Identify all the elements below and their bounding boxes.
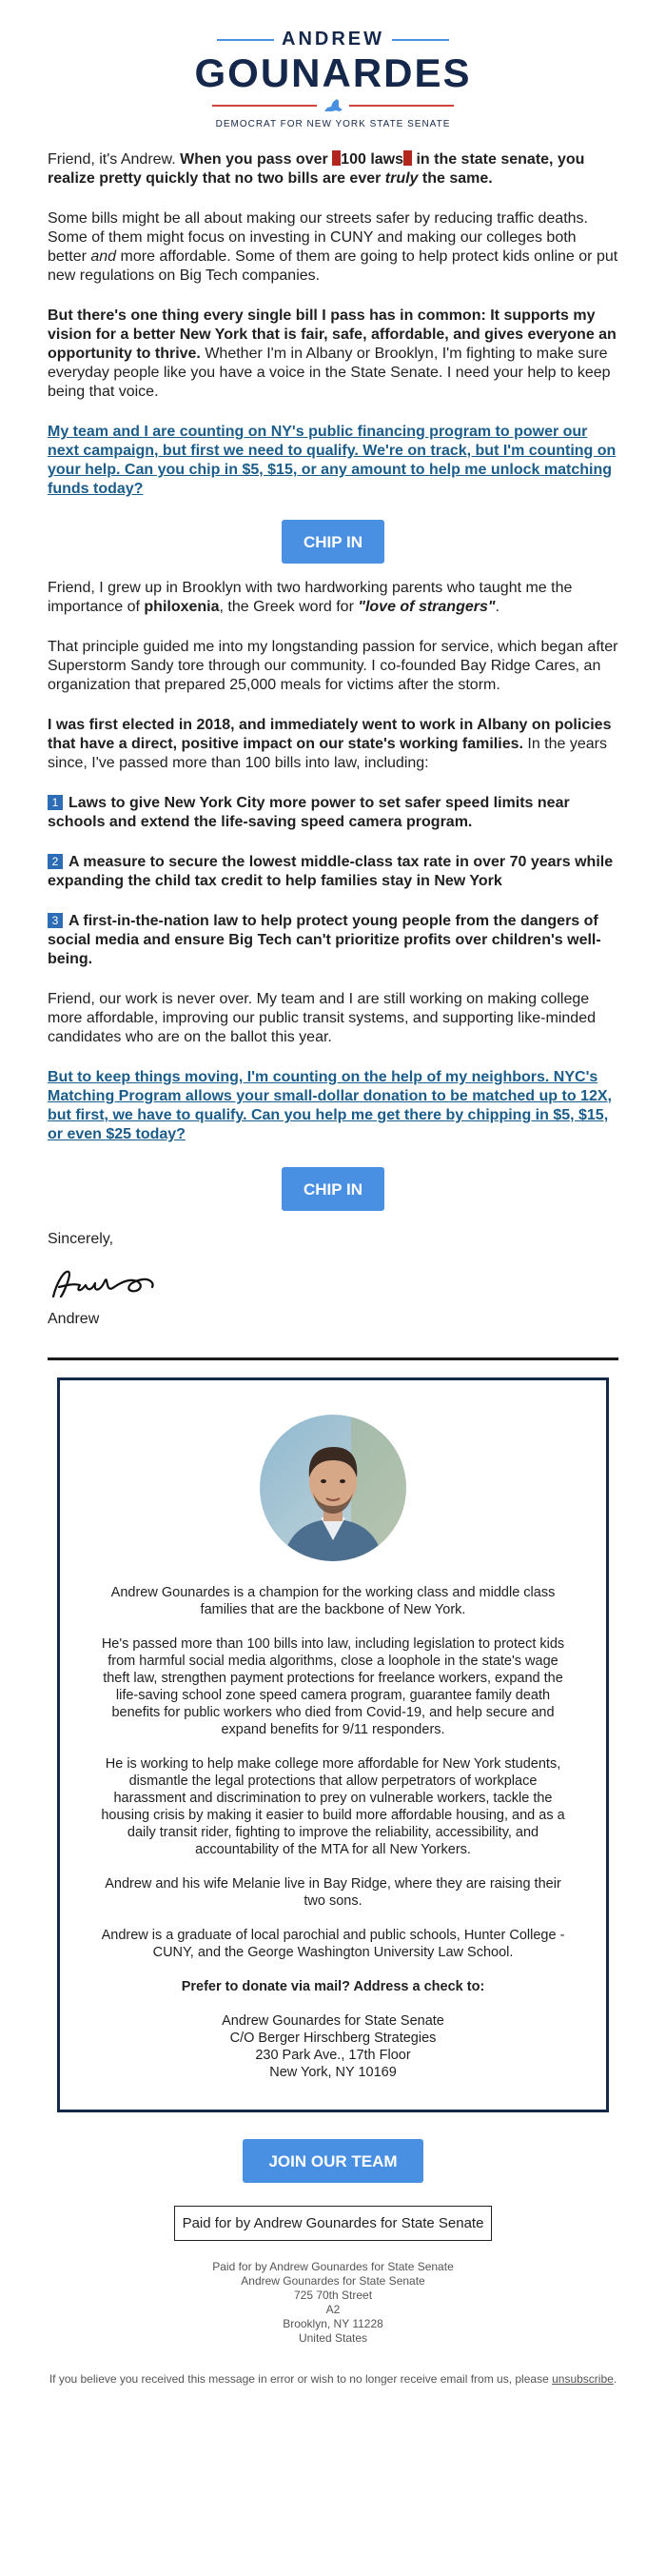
chip-in-button[interactable]: CHIP IN	[282, 1167, 384, 1211]
new-york-state-icon	[323, 98, 343, 113]
bio-paragraph-4: Andrew and his wife Melanie live in Bay Ridge, where they are raising their two sons.	[105, 1876, 561, 1909]
bio-paragraph-1: Andrew Gounardes is a champion for the working class and middle class families that are the backbone of New York.	[110, 1585, 556, 1617]
address-line: 230 Park Ave., 17th Floor	[255, 2048, 411, 2063]
bio-box	[57, 1377, 609, 2112]
footer-line: Brooklyn, NY 11228	[283, 2317, 383, 2330]
intro-p2-text: Some bills might be all about making our streets safer by reducing traffic deaths. Some of them might focus on investing in CUNY and making our colleges both better	[48, 210, 588, 265]
vision-statement: But there's one thing every single bill I pass has in common: It supports my vision for a better New York that is fair, safe, affordable, and gives everyone an opportunity to thrive.	[48, 307, 617, 362]
intro-p3-text: Whether I'm in Albany or Brooklyn, I'm fighting to make sure everyday people like you have a voice in the State Senate. I need your help to keep being that voice.	[48, 346, 611, 400]
story-paragraph-4: Friend, our work is never over. My team and I are still working on making college more affordable, improving our public transit systems, and supporting like-minded candidates who are on the ballot this year.	[48, 991, 596, 1045]
story-paragraph-1	[48, 579, 618, 617]
candidate-photo	[260, 1415, 406, 1561]
bio-paragraph-2: He's passed more than 100 bills into law, including legislation to protect kids from harmful social media algorithms, close a loophole in the state's wage theft law, strengthen payment protections for freelance workers, expand the life-saving school zone speed camera program, guarantee family death benefits for public workers who died from Covid-19, and help secure and expand benefits for 9/11 responders.	[101, 1636, 565, 1737]
stop-sign-icon	[403, 150, 412, 166]
address-line: C/O Berger Hirschberg Strategies	[229, 2031, 437, 2046]
join-our-team-button[interactable]: JOIN OUR TEAM	[243, 2139, 423, 2183]
logo-rule-left	[217, 39, 274, 41]
paid-for-box: Paid for by Andrew Gounardes for State Senate	[174, 2206, 493, 2241]
number-3-icon: 3	[48, 913, 63, 928]
elected-statement: I was first elected in 2018, and immediately went to work in Albany on policies that have a direct, positive impact on our state's working families.	[48, 717, 612, 752]
bio-paragraph-3: He is working to help make college more affordable for New York students, dismantle the legal protections that allow perpetrators of workplace harassment and discrimination to prey on vulnerable workers, tackle the housing crisis by making it easier to build more affordable housing, and as a daily transit rider, fighting to improve the reliability, accessibility, and accountability of the MTA for all New Yorkers.	[101, 1756, 565, 1857]
footer-line: Andrew Gounardes for State Senate	[241, 2274, 425, 2288]
donate-link-1[interactable]: My team and I are counting on NY's public financing program to power our next campaign, but first we need to qualify. We're on track, but I'm counting on your help. Can you chip in $5, $15, or any amount to help me unlock matching funds today?	[48, 424, 617, 497]
intro-paragraph-2	[48, 209, 618, 286]
logo-rule-right	[392, 39, 449, 41]
stop-sign-icon	[332, 150, 341, 166]
donate-link-paragraph-1	[48, 423, 618, 499]
story-p1-text-2: , the Greek word for	[219, 599, 359, 615]
footer-address	[48, 2260, 618, 2346]
intro-paragraph-3	[48, 307, 618, 402]
signature-name: Andrew	[48, 1311, 100, 1327]
number-2-icon: 2	[48, 854, 63, 869]
address-line: New York, NY 10169	[269, 2065, 397, 2080]
unsubscribe-notice	[48, 2372, 618, 2387]
greeting: Friend, it's Andrew.	[48, 151, 181, 168]
unsubscribe-link[interactable]: unsubscribe	[552, 2372, 614, 2386]
truly-emphasis: truly	[384, 170, 419, 187]
footer-line: Paid for by Andrew Gounardes for State Senate	[212, 2260, 454, 2273]
list-item-text: A measure to secure the lowest middle-class tax rate in over 70 years while expanding the child tax credit to help families stay in New York	[48, 854, 614, 889]
logo-red-rule-right	[349, 105, 454, 107]
hundred-laws: 100 laws	[341, 151, 403, 168]
list-item-text: Laws to give New York City more power to set safer speed limits near schools and extend the life-saving speed camera program.	[48, 795, 570, 830]
intro-bold: When you pass over	[180, 151, 333, 168]
unsubscribe-text: If you believe you received this message in error or wish to no longer receive email from us, please	[49, 2372, 553, 2386]
bio-paragraph-5: Andrew is a graduate of local parochial and public schools, Hunter College - CUNY, and the George Washington University Law School.	[101, 1928, 565, 1960]
signature-image	[48, 1262, 162, 1304]
chip-in-button[interactable]: CHIP IN	[282, 520, 384, 564]
logo-tagline: DEMOCRAT FOR NEW YORK STATE SENATE	[215, 119, 451, 129]
section-divider	[48, 1357, 618, 1360]
signoff: Sincerely,	[48, 1231, 114, 1247]
donate-link-paragraph-2	[48, 1068, 618, 1144]
donate-link-2[interactable]: But to keep things moving, I'm counting on the help of my neighbors. NYC's Matching Program allows your small-dollar donation to be matched up to 12X, but first, we have to qualify. Can you help me get there by chipping in $5, $15, or even $25 today?	[48, 1069, 612, 1142]
footer-line: A2	[325, 2303, 341, 2316]
unsubscribe-period: .	[613, 2372, 617, 2386]
logo-red-rule-left	[212, 105, 317, 107]
story-p1-text: Friend, I grew up in Brooklyn with two hardworking parents who taught me the importance of	[48, 580, 573, 615]
number-1-icon: 1	[48, 795, 63, 810]
and-emphasis: and	[90, 248, 117, 265]
love-of-strangers: "love of strangers"	[358, 599, 496, 615]
story-paragraph-3	[48, 716, 618, 773]
footer-line: 725 70th Street	[293, 2289, 373, 2302]
mailing-address	[98, 2012, 568, 2081]
story-p3-text: In the years since, I've passed more than 100 bills into law, including:	[48, 736, 607, 771]
philoxenia-word: philoxenia	[144, 599, 220, 615]
address-line: Andrew Gounardes for State Senate	[222, 2013, 444, 2029]
intro-bold-2: in the state senate, you realize pretty quickly that no two bills are ever	[48, 151, 585, 187]
intro-bold-3: the same.	[418, 170, 493, 187]
intro-p2-text-end: more affordable. Some of them are going to help protect kids online or put new regulations on Big Tech companies.	[48, 248, 618, 284]
avatar	[260, 1415, 406, 1561]
story-paragraph-2: That principle guided me into my longstanding passion for service, which began after Superstorm Sandy tore through our community. I co-founded Bay Ridge Cares, an organization that prepared 25,000 meals for victims after the storm.	[48, 639, 618, 693]
logo-first-name: ANDREW	[282, 29, 384, 50]
logo-last-name: GOUNARDES	[194, 50, 472, 95]
list-item	[48, 853, 618, 891]
story-p1-period: .	[495, 599, 500, 615]
intro-paragraph-1	[48, 150, 618, 188]
mail-donation-heading: Prefer to donate via mail? Address a check to:	[181, 1979, 485, 1994]
list-item	[48, 794, 618, 832]
campaign-logo	[48, 0, 618, 135]
footer-line: United States	[298, 2331, 368, 2345]
list-item-text: A first-in-the-nation law to help protect young people from the dangers of social media and ensure Big Tech can't prioritize profits over children's well-being.	[48, 913, 601, 967]
list-item	[48, 912, 618, 969]
